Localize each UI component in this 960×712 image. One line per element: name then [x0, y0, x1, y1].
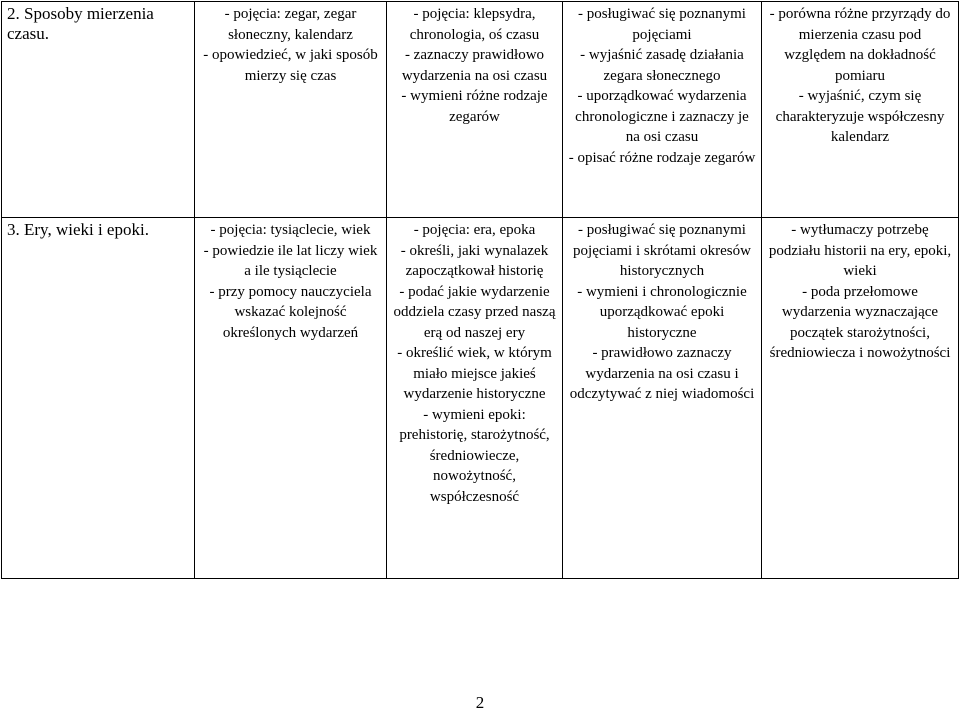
requirements-extended-cell [563, 2, 762, 218]
requirements-standard-cell [387, 218, 563, 579]
requirements-basic-text: - pojęcia: zegar, zegar słoneczny, kalendarz - opowiedzieć, w jaki sposób mierzy się czas [203, 6, 378, 84]
page-number: 2 [475, 693, 485, 712]
requirements-advanced-cell [762, 2, 959, 218]
requirements-standard-text: - pojęcia: era, epoka - określi, jaki wynalazek zapoczątkował historię - podać jakie wydarzenie oddziela czasy przed naszą erą od naszej ery - określić wiek, w którym miało miejsce jakieś wydarzenie historyczne - wymieni epoki: prehistorię, starożytność, średniowiecze, nowożytność, współczesność [393, 222, 556, 505]
requirements-extended-text: - posługiwać się poznanymi pojęciami i skrótami okresów historycznych - wymieni i chronologicznie uporządkować epoki historyczne - prawidłowo zaznaczy wydarzenia na osi czasu i odczytywać z niej wiadomości [569, 222, 755, 402]
requirements-extended-text: - posługiwać się poznanymi pojęciami - wyjaśnić zasadę działania zegara słonecznego - uporządkować wydarzenia chronologiczne i zaznaczy je na osi czasu - opisać różne rodzaje zegarów [568, 6, 756, 166]
requirements-extended-cell [563, 218, 762, 579]
curriculum-table [1, 1, 959, 579]
requirements-advanced-cell [762, 218, 959, 579]
topic-cell [2, 218, 195, 579]
table-row [2, 218, 959, 579]
table-row [2, 2, 959, 218]
requirements-standard-text: - pojęcia: klepsydra, chronologia, oś czasu - zaznaczy prawidłowo wydarzenia na osi czasu - wymieni różne rodzaje zegarów [401, 6, 548, 125]
requirements-basic-cell [195, 218, 387, 579]
requirements-advanced-text: - porówna różne przyrządy do mierzenia czasu pod względem na dokładność pomiaru - wyjaśnić, czym się charakteryzuje współczesny kalendarz [769, 6, 951, 145]
requirements-basic-cell [195, 2, 387, 218]
requirements-standard-cell [387, 2, 563, 218]
topic-text: 3. Ery, wieki i epoki. [7, 220, 149, 239]
requirements-advanced-text: - wytłumaczy potrzebę podziału historii na ery, epoki, wieki - poda przełomowe wydarzenia wyznaczające początek starożytności, średniowiecza i nowożytności [768, 222, 952, 361]
topic-text: 2. Sposoby mierzenia czasu. [7, 4, 154, 43]
requirements-basic-text: - pojęcia: tysiąclecie, wiek - powiedzie ile lat liczy wiek a ile tysiąclecie - przy pomocy nauczyciela wskazać kolejność określonych wydarzeń [203, 222, 378, 341]
topic-cell [2, 2, 195, 218]
